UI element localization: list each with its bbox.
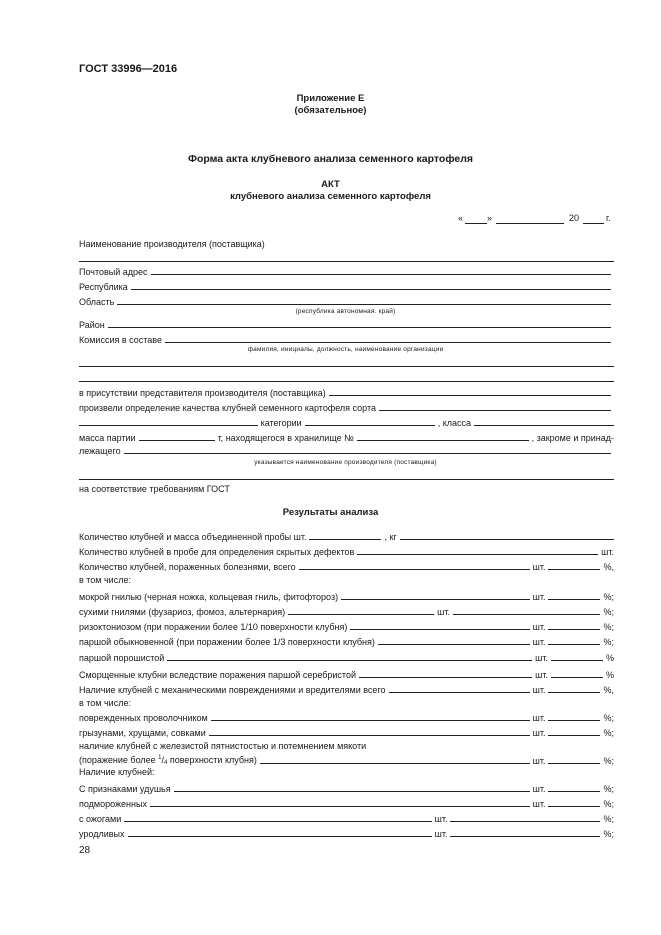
disease-row-pct-blank[interactable] <box>548 692 600 693</box>
damage-row-unit2: %; <box>603 713 614 723</box>
disease-row-label: Наличие клубней с механическими повреждениями и вредителями всего <box>79 685 386 695</box>
commission-row <box>79 333 614 345</box>
presence-item-unit2: %; <box>603 829 614 839</box>
presence-item-row <box>79 812 614 824</box>
diseased-count-blank[interactable] <box>299 569 530 570</box>
disease-row-unit1: шт. <box>535 670 548 680</box>
hidden-defects-unit: шт. <box>601 547 614 557</box>
sample-unit: , кг <box>384 532 397 542</box>
republic-blank[interactable] <box>131 289 611 290</box>
disease-row-unit1: шт. <box>532 622 546 632</box>
presence-item-count-blank[interactable] <box>174 791 530 792</box>
act-title: АКТ <box>321 179 340 190</box>
presence-item-row <box>79 827 614 839</box>
republic-label: Республика <box>79 282 128 292</box>
disease-row-count-blank[interactable] <box>167 660 532 661</box>
commission-hint: фамилия, инициалы, должность, наименование организации <box>247 346 444 353</box>
damage-row <box>79 726 614 738</box>
presence-item-unit1: шт. <box>434 829 448 839</box>
disease-row-label: ризоктониозом (при поражении более 1/10 поверхности клубня) <box>79 622 348 632</box>
disease-row-count-blank[interactable] <box>350 629 529 630</box>
diseased-row <box>79 560 614 572</box>
disease-row-unit2: %; <box>603 592 614 602</box>
disease-row-count-blank[interactable] <box>341 599 530 600</box>
damage-row-unit2: %; <box>603 728 614 738</box>
presence-item-pct-blank[interactable] <box>450 836 600 837</box>
producer-blank[interactable] <box>79 261 614 262</box>
act-subtitle: клубневого анализа семенного картофеля <box>230 191 431 202</box>
date-month-blank[interactable] <box>496 223 564 224</box>
date-open-quote: « <box>458 213 464 223</box>
disease-row <box>79 620 614 632</box>
region-hint: (республика автономная. край) <box>295 308 396 315</box>
disease-row <box>79 683 614 695</box>
spot-count-blank[interactable] <box>260 763 530 764</box>
disease-row-unit1: шт. <box>535 653 548 663</box>
producer-hint: указывается наименование производителя (поставщика) <box>254 459 437 466</box>
mass-row <box>79 431 614 443</box>
presence-item-pct-blank[interactable] <box>450 821 600 822</box>
belonging-label: лежащего <box>79 446 121 456</box>
page-number: 28 <box>79 845 91 856</box>
disease-row <box>79 651 614 663</box>
diseased-pct-blank[interactable] <box>548 569 600 570</box>
diseased-label: Количество клубней, пораженных болезнями, всего <box>79 562 296 572</box>
address-row <box>79 265 614 277</box>
diseased-unit1: шт. <box>532 562 546 572</box>
pledge-label: , закроме и принад- <box>531 433 614 443</box>
disease-row-pct-blank[interactable] <box>551 677 603 678</box>
spot-unit1: шт. <box>532 756 546 766</box>
disease-row-count-blank[interactable] <box>288 614 434 615</box>
disease-row-count-blank[interactable] <box>378 644 530 645</box>
disease-row-pct-blank[interactable] <box>453 614 600 615</box>
presence-item-label: подмороженных <box>79 799 147 809</box>
damage-row-pct-blank[interactable] <box>548 720 600 721</box>
date-year-blank[interactable] <box>583 223 604 224</box>
presence-item-label: С признаками удушья <box>79 784 171 794</box>
disease-row-pct-blank[interactable] <box>551 660 603 661</box>
commission-blank[interactable] <box>165 342 611 343</box>
damage-row-count-blank[interactable] <box>209 735 530 736</box>
sample-mass-blank[interactable] <box>400 539 614 540</box>
presence-item-unit1: шт. <box>532 784 546 794</box>
disease-row-unit2: %; <box>603 637 614 647</box>
presence-item-unit2: %; <box>603 784 614 794</box>
disease-row-unit1: шт. <box>437 607 451 617</box>
disease-row-unit1: шт. <box>532 592 546 602</box>
including-label: в том числе: <box>79 575 131 585</box>
disease-row-unit2: % <box>605 670 614 680</box>
disease-row <box>79 635 614 647</box>
disease-row-label: сухими гнилями (фузариоз, фомоз, альтернария) <box>79 607 286 617</box>
standard-header: ГОСТ 33996—2016 <box>79 63 178 75</box>
spot-line-2: (поражение более $^1/_4$ поверхности клубня) <box>79 755 257 766</box>
appendix-title: Приложение Е <box>296 93 365 104</box>
presence-item-pct-blank[interactable] <box>548 791 600 792</box>
category-row <box>79 416 614 428</box>
disease-row-pct-blank[interactable] <box>548 629 600 630</box>
date-year-prefix: 20 <box>569 213 580 223</box>
presence-blank[interactable] <box>329 395 611 396</box>
hidden-defects-row <box>79 545 614 557</box>
disease-row-label: мокрой гнилью (черная ножка, кольцевая гниль, фитофтороз) <box>79 592 339 602</box>
district-label: Район <box>79 320 105 330</box>
date-line <box>458 213 614 225</box>
disease-row-label: паршой обыкновенной (при поражении более 1/3 поверхности клубня) <box>79 637 375 647</box>
presence-row <box>79 386 614 398</box>
disease-row-pct-blank[interactable] <box>548 599 600 600</box>
hidden-defects-blank[interactable] <box>357 554 598 555</box>
presence-item-pct-blank[interactable] <box>548 806 600 807</box>
spot-row <box>79 754 614 766</box>
diseased-unit2: %, <box>603 562 614 572</box>
damage-row-label: грызунами, хрущами, совками <box>79 728 206 738</box>
spot-post: поверхности клубня) <box>167 755 257 765</box>
category-label: категории <box>260 418 302 428</box>
disease-row-count-blank[interactable] <box>389 692 530 693</box>
spot-pre: (поражение более <box>79 755 159 765</box>
disease-row-label: паршой порошистой <box>79 653 165 663</box>
presence-label: в присутствии представителя производителя (поставщика) <box>79 388 326 398</box>
belonging-row <box>79 444 614 456</box>
stored-label: т, находящегося в хранилище № <box>217 433 354 443</box>
damage-row <box>79 711 614 723</box>
presence-item-row <box>79 782 614 794</box>
presence-title: Наличие клубней: <box>79 767 155 777</box>
commission-blank-2[interactable] <box>79 366 614 367</box>
region-blank[interactable] <box>117 304 611 305</box>
presence-item-unit2: %; <box>603 814 614 824</box>
presence-item-count-blank[interactable] <box>124 821 431 822</box>
storage-blank[interactable] <box>357 440 529 441</box>
sample-row <box>79 530 614 542</box>
date-day-blank[interactable] <box>465 223 487 224</box>
district-row <box>79 318 614 330</box>
spot-unit2: %; <box>603 756 614 766</box>
appendix-status: (обязательное) <box>294 105 367 116</box>
presence-item-unit1: шт. <box>434 814 448 824</box>
disease-row-pct-blank[interactable] <box>548 644 600 645</box>
variety-label: произвели определение качества клубней семенного картофеля сорта <box>79 403 376 413</box>
mass-label: масса партии <box>79 433 136 443</box>
category-pre-blank[interactable] <box>79 425 258 426</box>
producer-label: Наименование производителя (поставщика) <box>79 239 265 249</box>
variety-blank[interactable] <box>379 410 611 411</box>
disease-row-unit2: %; <box>603 607 614 617</box>
sample-count-blank[interactable] <box>309 539 381 540</box>
commission-blank-3[interactable] <box>79 381 614 382</box>
compliance-label: на соответствие требованиям ГОСТ <box>79 484 230 494</box>
damage-row-count-blank[interactable] <box>211 720 530 721</box>
presence-item-row <box>79 797 614 809</box>
damage-row-unit1: шт. <box>532 728 546 738</box>
including-label-2: в том числе: <box>79 698 131 708</box>
damage-row-label: поврежденных проволочником <box>79 713 208 723</box>
class-label: , класса <box>437 418 471 428</box>
disease-row-unit2: %; <box>603 622 614 632</box>
disease-row-unit2: % <box>605 653 614 663</box>
disease-row-count-blank[interactable] <box>359 677 532 678</box>
presence-item-label: с ожогами <box>79 814 122 824</box>
disease-row <box>79 668 614 680</box>
region-row <box>79 295 614 307</box>
disease-row-unit2: %, <box>603 685 614 695</box>
presence-item-unit2: %; <box>603 799 614 809</box>
class-blank[interactable] <box>474 425 614 426</box>
damage-row-unit1: шт. <box>532 713 546 723</box>
spot-frac-num: 1 <box>158 755 162 761</box>
results-title: Результаты анализа <box>282 507 379 518</box>
variety-row <box>79 401 614 413</box>
sample-label: Количество клубней и масса объединенной пробы шт. <box>79 532 307 542</box>
belonging-blank[interactable] <box>124 453 611 454</box>
region-label: Область <box>79 297 115 307</box>
disease-row-label: Сморщенные клубни вследствие поражения паршой серебристой <box>79 670 356 680</box>
presence-item-count-blank[interactable] <box>150 806 530 807</box>
producer-blank-2[interactable] <box>79 479 614 480</box>
spot-line-1: наличие клубней с железистой пятнистостью и потемнением мякоти <box>79 741 367 751</box>
date-close-quote: » <box>487 213 493 223</box>
date-year-suffix: г. <box>606 213 611 223</box>
disease-row <box>79 590 614 602</box>
mass-blank[interactable] <box>139 440 215 441</box>
damage-row-pct-blank[interactable] <box>548 735 600 736</box>
address-label: Почтовый адрес <box>79 267 148 277</box>
category-blank[interactable] <box>305 425 435 426</box>
hidden-defects-label: Количество клубней в пробе для определения скрытых дефектов <box>79 547 355 557</box>
spot-pct-blank[interactable] <box>548 763 600 764</box>
address-blank[interactable] <box>151 274 611 275</box>
presence-item-count-blank[interactable] <box>128 836 432 837</box>
spot-frac-den: 4 <box>164 760 168 766</box>
republic-row <box>79 280 614 292</box>
form-title: Форма акта клубневого анализа семенного картофеля <box>187 153 474 165</box>
presence-item-unit1: шт. <box>532 799 546 809</box>
disease-row <box>79 605 614 617</box>
disease-row-unit1: шт. <box>532 685 546 695</box>
disease-row-unit1: шт. <box>532 637 546 647</box>
district-blank[interactable] <box>108 327 611 328</box>
commission-label: Комиссия в составе <box>79 335 162 345</box>
presence-item-label: уродливых <box>79 829 125 839</box>
